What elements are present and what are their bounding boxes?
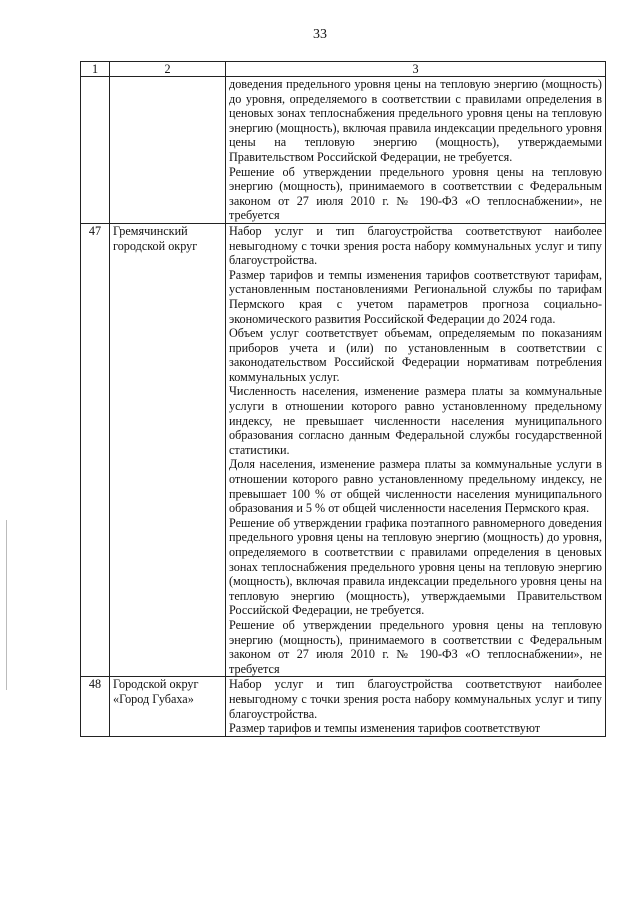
row-number: 47 [81,223,110,676]
paragraph: Набор услуг и тип благоустройства соответствуют наиболее невыгодному с точки зрения роста набору коммунальных услуг и типу благоустройства. [229,223,602,268]
paragraph: Численность населения, изменение размера платы за коммунальные услуги в отношении которого равно установленному предельному индексу, не превышает численности населения муниципального образования согласно данным Федеральной службы государственной статистики. [229,384,602,457]
row-description [226,223,606,676]
column-header-municipality: 2 [110,62,226,77]
municipality-name [110,77,226,224]
paragraph: Доля населения, изменение размера платы за коммунальные услуги в отношении которого равно установленному предельному индексу, не превышает 100 % от общей численности населения муниципального образования и 5 % от общей численности населения Пермского края. [229,457,602,516]
paragraph: Решение об утверждении графика поэтапного равномерного доведения предельного уровня цены на тепловую энергию (мощность) до уровня, определяемого в соответствии с правилами определения в ценовых зонах теплоснабжения предельного уровня цены на тепловую энергию (мощность), включая правила индексации предельного уровня цены на тепловую энергию (мощность), утверждаемыми Правительством Российской Федерации, не требуется. [229,515,602,618]
page-number: 33 [313,27,327,42]
paragraph: доведения предельного уровня цены на тепловую энергию (мощность) до уровня, определяемого в соответствии с правилами определения в ценовых зонах теплоснабжения предельного уровня цены на тепловую энергию (мощность), включая правила индексации предельного уровня цены на тепловую энергию (мощность), утверждаемыми Правительством Российской Федерации, не требуется. [229,77,602,164]
paragraph: Объем услуг соответствует объемам, определяемым по показаниям приборов учета и (или) по установленным в соответствии с законодательством Российской Федерации нормативам потребления коммунальных услуг. [229,326,602,384]
paragraph: Размер тарифов и темпы изменения тарифов соответствуют тарифам, установленным постановлениями Региональной службы по тарифам Пермского края с учетом параметров прогноза социально-экономического развития Российской Федерации до 2024 года. [229,267,602,326]
table-header-row [81,62,606,77]
paragraph: Размер тарифов и темпы изменения тарифов соответствуют [229,721,541,736]
column-header-description: 3 [226,62,606,77]
row-number: 48 [81,677,110,736]
municipality-table [80,61,606,737]
row-number [81,77,110,224]
paragraph: Набор услуг и тип благоустройства соответствуют наиболее невыгодному с точки зрения роста набору коммунальных услуг и типу благоустройства. [229,677,602,721]
table-row [81,223,606,676]
row-description [226,77,606,224]
paragraph: Решение об утверждении предельного уровня цены на тепловую энергию (мощность), принимаемого в соответствии с Федеральным законом от 27 июля 2010 г. № 190-ФЗ «О теплоснабжении», не требуется [229,617,602,676]
municipality-name: Городской округ «Город Губаха» [110,677,226,736]
table-row [81,677,606,736]
table-row [81,77,606,224]
municipality-name: Гремячинский городской округ [110,223,226,676]
paragraph: Решение об утверждении предельного уровня цены на тепловую энергию (мощность), принимаемого в соответствии с Федеральным законом от 27 июля 2010 г. № 190-ФЗ «О теплоснабжении», не требуется [229,164,602,223]
row-description [226,677,606,736]
column-header-number: 1 [81,62,110,77]
scan-edge-mark [6,520,7,690]
